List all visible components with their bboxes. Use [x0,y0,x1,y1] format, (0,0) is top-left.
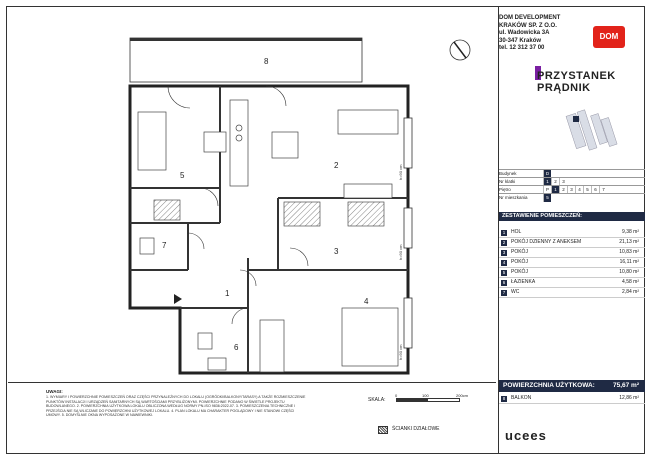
bed-room5 [138,112,166,170]
notes-text: 1. WYMIARY I POWIERZCHNIE POMIESZCZEŃ ORAZ CZĘŚCI PRZYNALEŻNYCH DO LOKALU (OGRÓDKI/BALKONY/TARASY) A TAKŻE ROZMIESZCZENIE PUNKTÓW INSTALACJI I URZĄDZEŃ SANITARNYCH SĄ WARTOŚCIAMI PRZYBLIŻONYMI. POWIERZCHNIE PODANO W ŚWIETLE PROJEKTU BUDOWLANEGO. 2. POWIERZCHNIA UŻYTKOWA LOKALU OBLICZONA WEDŁUG NORMY PN-ISO 9836:2022-07. 3. POMIESZCZENIA TECHNICZNE I PRZEJŚCIA NIE SĄ WLICZANE DO POWIERZCHNI UŻYTKOWEJ LOKALU. 4. PLAN LOKALU MA CHARAKTER POGLĄDOWY I NIE STANOWI CZĘŚCI UMOWY. 5. DOMYŚLNIE OKNA WYPOSAŻONE W NAWIEWNIKI. [46,395,306,418]
window-height-label-2: h=90 cm [398,244,403,260]
dom-logo: DOM [593,26,625,48]
selected-building [573,116,579,122]
row-mieszkanie: Nr mieszkania 5 [499,193,645,202]
sofa [338,110,398,134]
info-panel [499,6,645,454]
room-label-1: 1 [225,289,230,298]
room-label-4: 4 [364,297,369,306]
room-row: 1 HOL 9,38 m² [499,228,645,238]
balcony-outline [130,38,362,82]
balcony-row: 8 BALKON 12,86 m² [499,394,645,404]
rooms-header: ZESTAWIENIE POMIESZCZEŃ: [499,212,645,221]
ucees-logo: ucees [505,428,547,443]
scale-tick-0: 0 [395,393,398,398]
total-area: POWIERZCHNIA UŻYTKOWA: 75,67 m² [499,380,645,392]
room-label-7: 7 [162,241,167,250]
room-row: 2 POKÓJ DZIENNY Z ANEKSEM 21,13 m² [499,238,645,248]
window-height-label-3: h=90 cm [398,344,403,360]
row-klatka: Nr klatki 1 2 3 [499,177,645,186]
company-address: ul. Wadowicka 3A 30-347 Kraków tel. 12 312 37 00 [499,30,550,51]
bathtub [260,320,284,372]
scale-bar [396,398,460,402]
compass-icon [450,40,470,60]
room-row: 6 ŁAZIENKA 4,58 m² [499,278,645,288]
room-row: 5 POKÓJ 10,80 m² [499,268,645,278]
company-name: DOM DEVELOPMENT KRAKÓW SP. Z O.O. [499,15,561,29]
room-label-2: 2 [334,161,339,170]
tv-unit [344,184,392,198]
dining-table [272,132,298,158]
window-height-label-1: h=90 cm [398,164,403,180]
room-label-3: 3 [334,247,339,256]
scale-tick-200: 200cm [456,393,469,398]
room-row: 3 POKÓJ 10,83 m² [499,248,645,258]
room-row: 4 POKÓJ 16,11 m² [499,258,645,268]
bed-room4 [342,308,398,366]
scale-label: SKALA: [368,397,386,403]
hatch-legend-icon [378,426,388,434]
entrance-arrow-icon [174,294,182,304]
floor-plan [8,8,496,380]
room-label-6: 6 [234,343,239,352]
room-label-5: 5 [180,171,185,180]
row-pietro: Piętro P 1 2 3 4 5 6 7 [499,185,645,194]
room-row: 7 WC 2,84 m² [499,288,645,298]
row-budynek: Budynek D [499,169,645,178]
notes-title: UWAGI: [46,389,63,394]
scale-tick-100: 100 [422,393,429,398]
site-minimap [501,108,643,166]
project-brand: PRZYSTANEK PRĄDNIK [537,70,616,94]
legend-partition-walls: ŚCIANKI DZIAŁOWE [392,426,440,432]
kitchen-counter [230,100,248,186]
room-label-8: 8 [264,57,269,66]
